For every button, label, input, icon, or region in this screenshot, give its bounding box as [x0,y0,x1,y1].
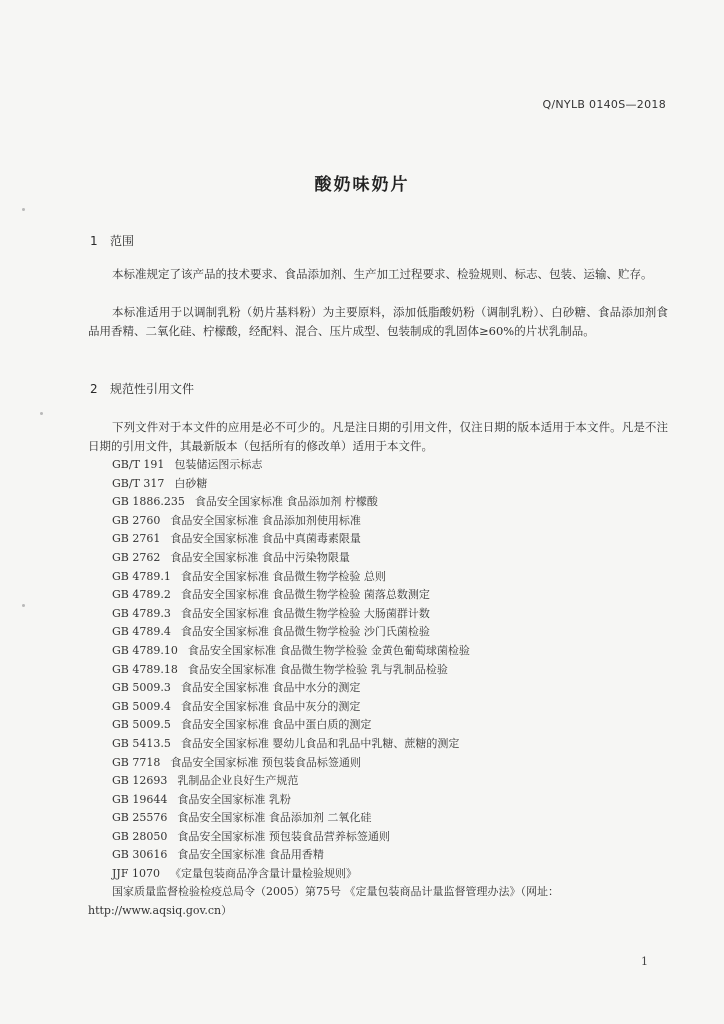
section-2-intro: 下列文件对于本文件的应用是必不可少的。凡是注日期的引用文件，仅注日期的版本适用于本文件。凡是不注日期的引用文件，其最新版本（包括所有的修改单）适用于本文件。 [88,420,668,453]
reference-item: GB 5413.5 食品安全国家标准 婴幼儿食品和乳品中乳糖、蔗糖的测定 [112,736,460,750]
section-2-title: 规范性引用文件 [110,382,195,396]
scan-speck [40,412,43,415]
reference-item: GB 4789.1 食品安全国家标准 食品微生物学检验 总则 [112,569,386,583]
reference-item: GB 5009.5 食品安全国家标准 食品中蛋白质的测定 [112,718,372,732]
reference-item: GB 5009.3 食品安全国家标准 食品中水分的测定 [112,681,361,695]
section-2-number: 2 [90,382,98,396]
reference-list [112,456,672,884]
reference-item: GB/T 191 包装储运图示标志 [112,458,263,471]
reference-item: GB 28050 食品安全国家标准 预包装食品营养标签通则 [112,829,390,843]
reference-item: GB 4789.10 食品安全国家标准 食品微生物学检验 金黄色葡萄球菌检验 [112,643,470,657]
reference-item: GB 12693 乳制品企业良好生产规范 [112,774,299,788]
scan-speck [22,604,25,607]
document-title: 酸奶味奶片 [314,175,410,195]
reference-item: GB/T 317 白砂糖 [112,476,208,490]
reference-item: JJF 1070 《定量包装商品净含量计量检验规则》 [112,867,357,881]
reference-item: GB 2762 食品安全国家标准 食品中污染物限量 [112,550,350,564]
section-1-title: 范围 [110,234,135,248]
reference-item: GB 19644 食品安全国家标准 乳粉 [112,792,291,806]
standard-code: Q/NYLB 0140S—2018 [542,98,666,111]
reference-item: GB 30616 食品安全国家标准 食品用香精 [112,848,324,862]
reference-final-entry: 国家质量监督检验检疫总局令（2005）第75号 《定量包装商品计量监督管理办法》（网址：http://www.aqsiq.gov.cn） [88,885,559,917]
reference-item: GB 2760 食品安全国家标准 食品添加剂使用标准 [112,513,361,527]
section-1-number: 1 [90,234,98,248]
page-number: 1 [641,955,648,968]
reference-item: GB 4789.18 食品安全国家标准 食品微生物学检验 乳与乳制品检验 [112,662,448,676]
section-1-paragraph-1: 本标准规定了该产品的技术要求、食品添加剂、生产加工过程要求、检验规则、标志、包装、运输、贮存。 [112,267,653,281]
reference-item: GB 5009.4 食品安全国家标准 食品中灰分的测定 [112,699,361,713]
reference-item: GB 1886.235 食品安全国家标准 食品添加剂 柠檬酸 [112,495,378,509]
reference-item: GB 4789.2 食品安全国家标准 食品微生物学检验 菌落总数测定 [112,588,430,602]
reference-item: GB 2761 食品安全国家标准 食品中真菌毒素限量 [112,532,361,546]
section-2-heading [90,380,194,397]
reference-item: GB 4789.4 食品安全国家标准 食品微生物学检验 沙门氏菌检验 [112,625,430,639]
section-1-paragraph-2: 本标准适用于以调制乳粉（奶片基料粉）为主要原料，添加低脂酸奶粉（调制乳粉）、白砂糖、食品添加剂食品用香精、二氧化硅、柠檬酸，经配料、混合、压片成型、包装制成的乳固体≥60%的片状乳制品。 [88,305,668,338]
reference-item: GB 4789.3 食品安全国家标准 食品微生物学检验 大肠菌群计数 [112,606,430,620]
section-1-heading [90,232,134,249]
reference-item: GB 25576 食品安全国家标准 食品添加剂 二氧化硅 [112,811,372,825]
reference-item: GB 7718 食品安全国家标准 预包装食品标签通则 [112,755,361,769]
scan-speck [22,208,25,211]
